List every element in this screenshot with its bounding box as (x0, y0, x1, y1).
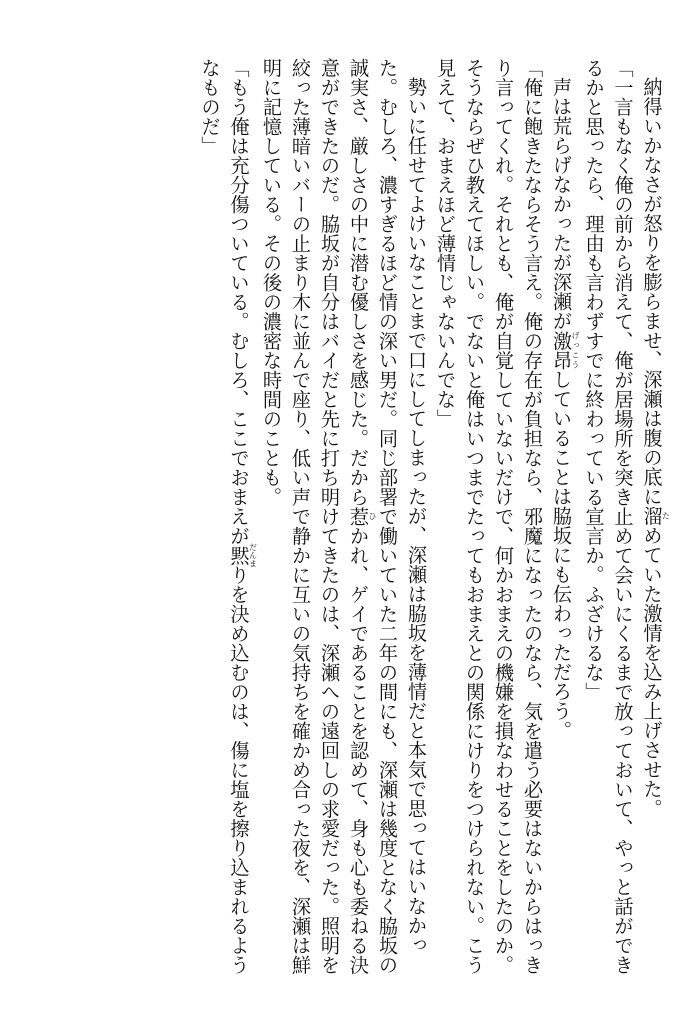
vertical-text-body (30, 58, 670, 978)
paragraph-1 (638, 58, 671, 978)
text-span: りを決め込むのは、傷に塩を擦り込まれるようなものだ」 (198, 58, 251, 975)
ruby-base: 溜 (640, 506, 664, 526)
ruby-reading: げっこう (571, 330, 580, 370)
text-span: 声は荒らげなかったが深瀬が (550, 77, 573, 331)
text-span: 「一言もなく俺の前から消えて、俺が居場所を突き止めて会いにくるまで放っておいて、やっと話ができるかと思ったら、理由も言わずすでに終わっている宣言か。ふざけるな」 (582, 58, 635, 975)
paragraph-4-dialogue (431, 58, 547, 978)
paragraph-5 (257, 58, 431, 978)
ruby-reading: た (661, 506, 671, 526)
ruby-reading: ひ (368, 506, 377, 526)
text-span: していることは脇坂にも伝わっただろう。 (550, 369, 573, 741)
ruby-text (347, 506, 377, 527)
ruby-text (640, 506, 671, 526)
ruby-text (227, 542, 258, 568)
ruby-reading: だんま (248, 542, 258, 568)
ruby-base: 黙 (227, 542, 251, 568)
text-span: めていた激情を込み上げさせた。 (640, 525, 664, 819)
paragraph-2-dialogue (580, 58, 638, 978)
text-span: 「俺に飽きたならそう言え。俺の存在が負担なら、邪魔になったのなら、気を遣う必要はないからはっきり言ってくれ。それとも、俺が自覚していないだけで、何かおまえの機嫌を損なわせることをしたのか。そうならぜひ教えてほしい。でないと俺はいつまでたってもおまえとの関係にけりをつけられない。こう見えて、おまえほど薄情じゃないんでな」 (434, 58, 544, 975)
ruby-text (550, 330, 580, 370)
text-span: 勢いに任せてよけいなことまで口にしてしまったが、深瀬は脇坂を薄情だと本気で思ってはいなかった。むしろ、濃すぎるほど情の深い男だ。同じ部署で働いていた二年の間にも、深瀬は幾度となく脇坂の誠実さ、厳しさの中に潜む優しさを感じた。だから (347, 58, 428, 975)
ruby-base: 惹 (347, 506, 370, 526)
text-span: 納得いかなさが怒りを膨らませ、深瀬は腹の底に (640, 77, 664, 507)
paragraph-3 (547, 58, 580, 978)
ruby-base: 激昂 (550, 330, 573, 370)
paragraph-6-dialogue (196, 58, 258, 978)
text-span: 「もう俺は充分傷ついている。むしろ、ここでおまえが (227, 58, 251, 546)
text-span: かれ、ゲイであることを認めて、身も心も委ねる決意ができたのだ。脇坂が自分はバイだと先に打ち明けてきたのは、深瀬への遠回しの求愛だった。照明を絞った薄暗いバーの止まり木に並んで座り、低い声で静かに互いの気持ちを確かめ合った夜を、深瀬は鮮明に記憶している。その後の濃密な時間のことも。 (260, 58, 370, 975)
